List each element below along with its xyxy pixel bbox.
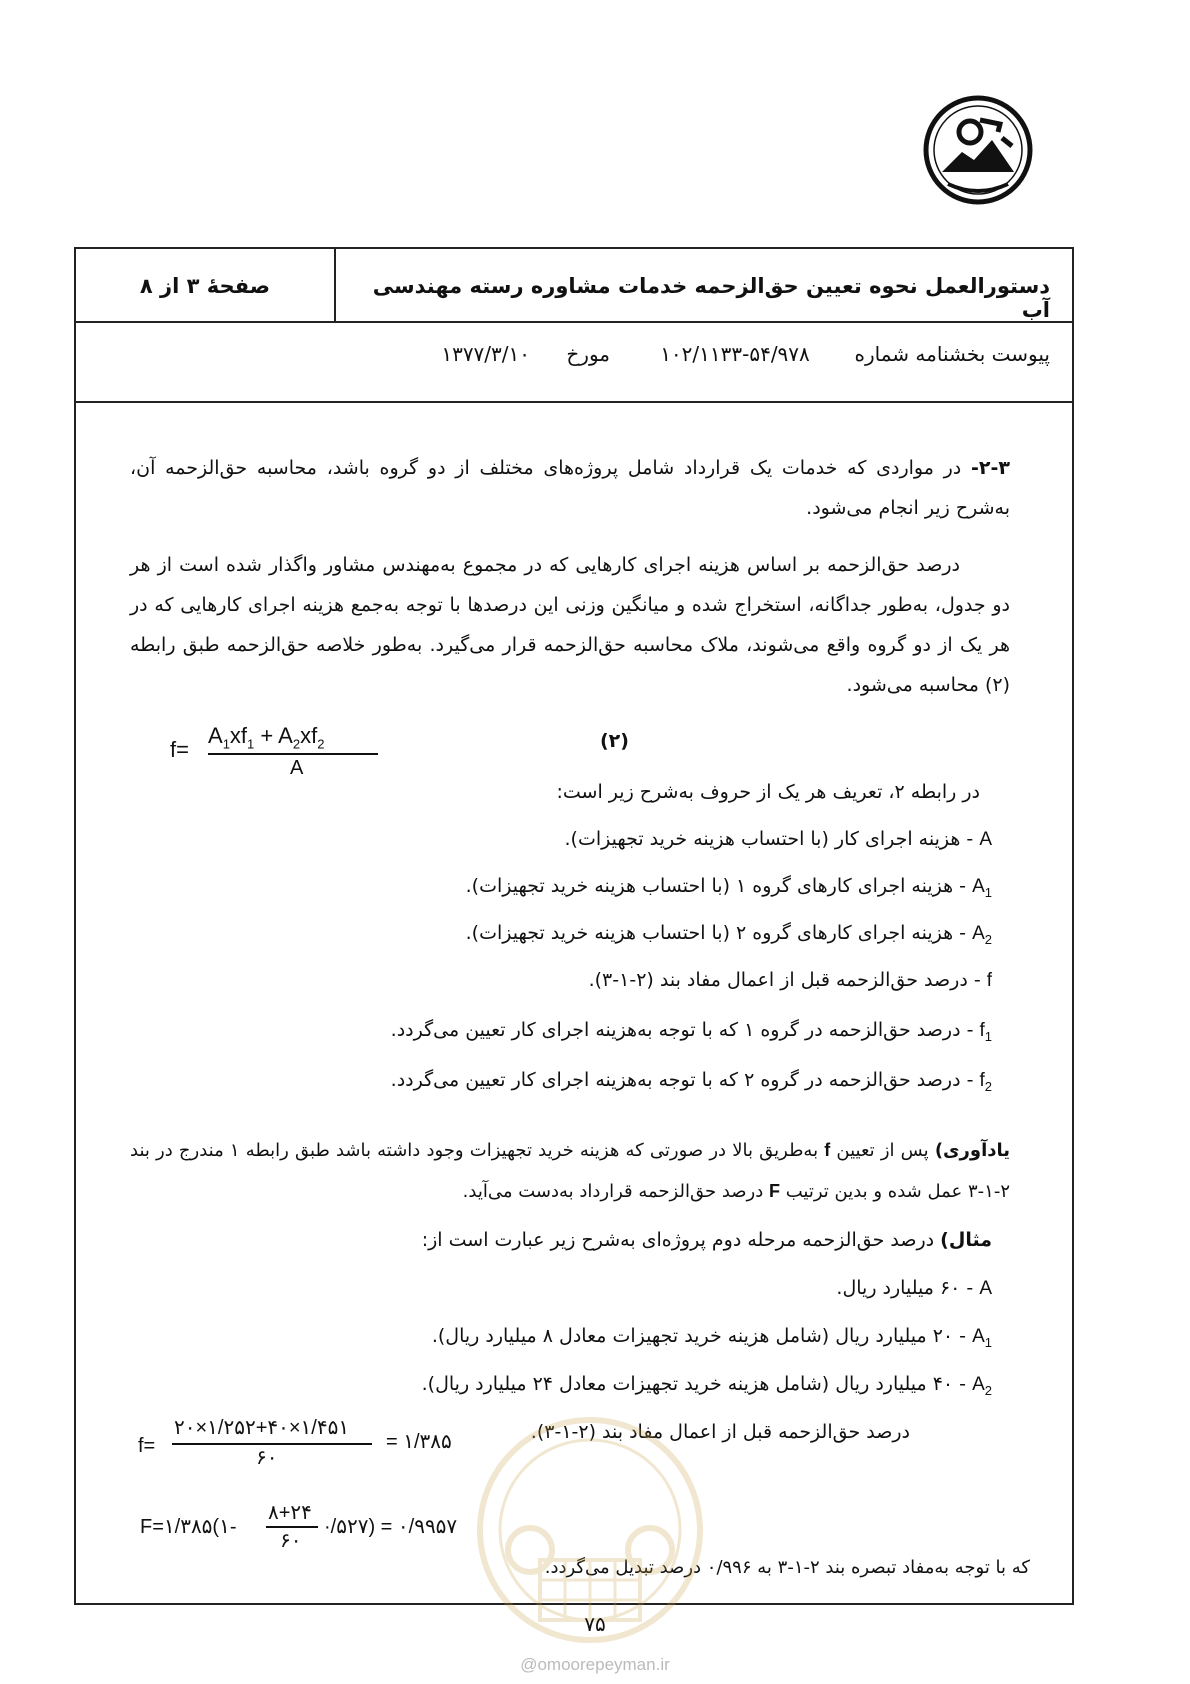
example-label: مثال)	[940, 1229, 992, 1251]
final-statement: که با توجه به‌مفاد تبصره بند ۲-۱-۳ به ۰/۹۹۶ درصد تبدیل می‌گردد.	[544, 1557, 1030, 1578]
definition-text: - هزینه اجرای کار (با احتساب هزینه خرید تجهیزات).	[564, 828, 980, 850]
sub: 2	[984, 1382, 992, 1398]
formula-calc-f	[138, 1415, 478, 1475]
example-item	[836, 1268, 992, 1309]
definition-text: - درصد حق‌الزحمه در گروه ۲ که با توجه به‌هزینه اجرای کار تعیین می‌گردد.	[390, 1069, 980, 1091]
formula-denominator: A	[290, 757, 304, 779]
reminder-text: درصد حق‌الزحمه قرارداد به‌دست می‌آید.	[462, 1181, 769, 1202]
formula-result: ·/۵۲۷) = ۰/۹۹۵۷	[324, 1516, 458, 1538]
formula-numerator	[208, 723, 324, 751]
definition-item	[391, 1060, 992, 1107]
annex-number: ۱۰۲/۱۱۳۳-۵۴/۹۷۸	[660, 342, 810, 366]
definition-item	[565, 819, 993, 860]
symbol: A	[979, 1278, 992, 1299]
formula-numerator: ۲۰×۱/۲۵۲+۴۰×۱/۴۵۱	[174, 1417, 350, 1439]
definition-item	[466, 866, 992, 913]
section-paragraph-2: درصد حق‌الزحمه بر اساس هزینه اجرای کارهایی که در مجموع به‌مهندس مشاور واگذار شده است از هر دو جدول، به‌طور جداگانه، استخراج شده و میانگین وزنی این درصدها با توجه به‌جمع هزینه اجرای کارهایی که در هر یک از دو گروه واقع می‌شوند، ملاک محاسبه حق‌الزحمه قرار می‌گیرد. به‌طور خلاصه حق‌الزحمه طبق رابطه (۲) محاسبه می‌شود.	[130, 554, 1010, 696]
symbol-letter: A	[972, 1374, 985, 1395]
symbol-letter: A	[972, 876, 985, 897]
symbol	[972, 1326, 992, 1350]
sub: 1	[247, 736, 255, 752]
example-text: - ۲۰ میلیارد ریال (شامل هزینه خرید تجهیزات معادل ۸ میلیارد ریال).	[431, 1325, 973, 1347]
definition-text: - درصد حق‌الزحمه قبل از اعمال مفاد بند (۲-۱-۳).	[588, 969, 987, 991]
sub: 2	[984, 931, 992, 947]
symbol: f	[986, 970, 992, 991]
formula-lhs: f=	[138, 1435, 156, 1457]
sym-a: A	[278, 723, 293, 748]
symbol-letter: f	[979, 1020, 985, 1041]
definition-text: - درصد حق‌الزحمه در گروه ۱ که با توجه به‌هزینه اجرای کار تعیین می‌گردد.	[390, 1019, 980, 1041]
formula-reference: (۲)	[600, 730, 629, 752]
calc1-description: درصد حق‌الزحمه قبل از اعمال مفاد بند (۲-۱-۳).	[530, 1421, 910, 1443]
formula-denominator: ۶۰	[280, 1530, 302, 1552]
plus-sign: +	[254, 723, 279, 748]
reminder-text: پس از تعیین	[830, 1140, 935, 1161]
formula-weighted-average	[170, 723, 390, 783]
watermark-text: @omoorepeyman.ir	[520, 1655, 670, 1674]
symbol: f	[824, 1140, 831, 1160]
symbol	[979, 1020, 992, 1044]
formula-result: = ۱/۳۸۵	[386, 1431, 452, 1453]
symbol-letter: A	[972, 1326, 985, 1347]
sym-a: A	[208, 723, 223, 748]
symbol: F	[768, 1181, 780, 1201]
example-item	[422, 1364, 992, 1411]
example-intro	[422, 1220, 992, 1260]
example-text: - ۴۰ میلیارد ریال (شامل هزینه خرید تجهیزات معادل ۲۴ میلیارد ریال).	[421, 1373, 973, 1395]
definition-text: - هزینه اجرای کارهای گروه ۲ (با احتساب هزینه خرید تجهیزات).	[465, 922, 973, 944]
example-intro-text: درصد حق‌الزحمه مرحله دوم پروژه‌ای به‌شرح زیر عبارت است از:	[421, 1229, 941, 1251]
annex-date: ۱۳۷۷/۳/۱۰	[441, 342, 530, 366]
definition-item	[466, 913, 992, 960]
organization-seal-icon	[922, 94, 1034, 206]
symbol-letter: A	[972, 923, 985, 944]
page-indicator: صفحهٔ ۳ از ۸	[139, 274, 271, 298]
fraction-bar	[208, 753, 378, 755]
document-title: دستورالعمل نحوه تعیین حق‌الزحمه خدمات مشاوره رسته مهندسی آب	[372, 274, 1050, 322]
reminder-label: یادآوری)	[934, 1140, 1011, 1161]
symbol	[972, 876, 992, 900]
date-label: مورخ	[566, 342, 610, 366]
sub: 2	[292, 736, 301, 752]
sym-xf: xf	[229, 723, 248, 748]
formula-lhs: F=۱/۳۸۵(۱-	[140, 1516, 237, 1538]
symbol: A	[979, 829, 992, 850]
paragraph-text: در مواردی که خدمات یک قرارداد شامل پروژه‌های مختلف از دو گروه باشد، محاسبه حق‌الزحمه آن، به‌شرح زیر انجام می‌شود.	[130, 457, 1010, 519]
definitions-intro: در رابطه ۲، تعریف هر یک از حروف به‌شرح زیر است:	[556, 781, 980, 803]
symbol-letter: f	[979, 1070, 985, 1091]
reminder-paragraph	[130, 1130, 1010, 1212]
header-divider	[334, 247, 336, 323]
definition-item	[391, 1010, 992, 1057]
definition-item	[589, 960, 992, 1001]
section-paragraph-1	[130, 448, 1010, 528]
section-number: ۲-۳-	[971, 457, 1011, 479]
sub: 2	[984, 1078, 992, 1094]
sub: 1	[222, 736, 230, 752]
symbol	[972, 1374, 992, 1398]
sub: 1	[984, 1334, 992, 1350]
reminder-text: به‌طریق بالا در صورتی که هزینه خرید تجهیزات وجود داشته باشد طبق رابطه ۱ مندرج در بند ۲-۱-۳ عمل شده و بدین ترتیب	[130, 1140, 1010, 1202]
annex-label: پیوست بخشنامه شماره	[854, 342, 1050, 366]
sub: 2	[317, 736, 325, 752]
example-item	[432, 1316, 992, 1363]
footer-page-number: ۷۵	[584, 1612, 606, 1636]
formula-denominator: ۶۰	[256, 1447, 278, 1469]
formula-numerator: ۸+۲۴	[268, 1502, 312, 1524]
sub: 1	[984, 1028, 992, 1044]
sym-xf: xf	[300, 723, 318, 748]
sub: 1	[984, 884, 992, 900]
symbol	[979, 1070, 992, 1094]
example-text: - ۶۰ میلیارد ریال.	[836, 1277, 980, 1299]
symbol	[972, 923, 992, 947]
formula-lhs: f=	[170, 737, 189, 762]
definition-text: - هزینه اجرای کارهای گروه ۱ (با احتساب هزینه خرید تجهیزات).	[465, 875, 973, 897]
